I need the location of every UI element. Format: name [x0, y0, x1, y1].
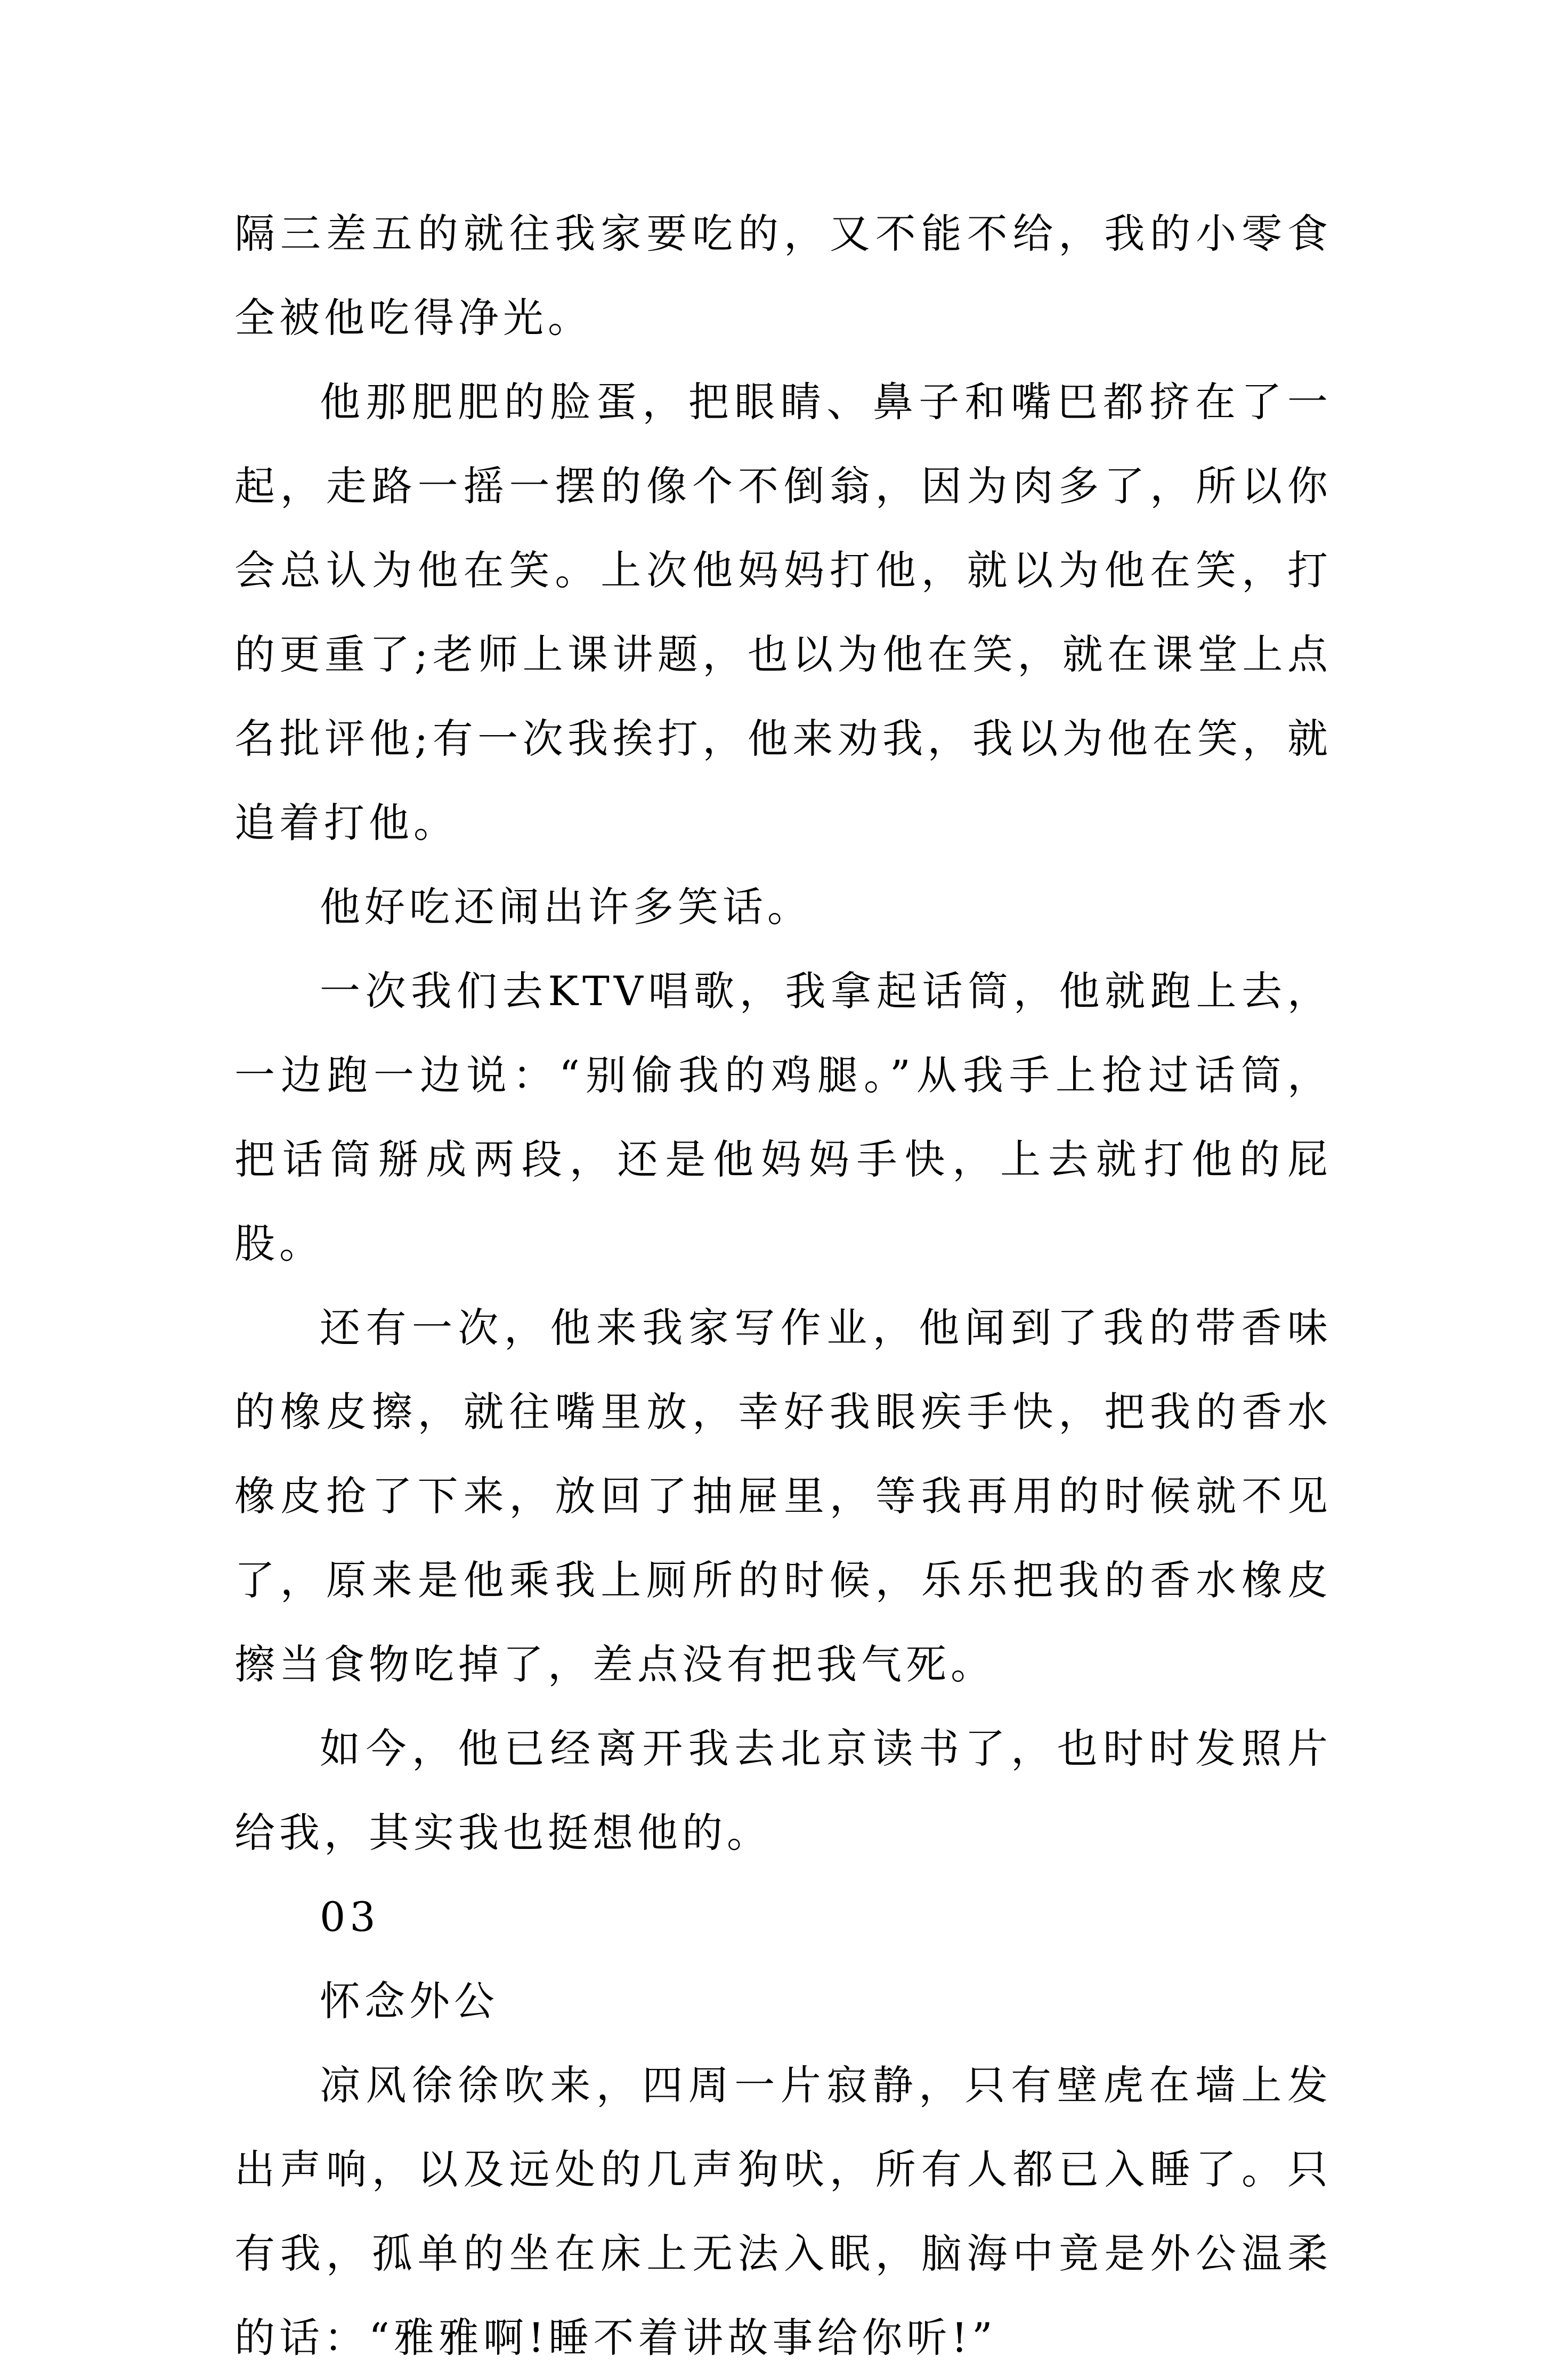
paragraph-grandpa: 凉风徐徐吹来，四周一片寂静，只有壁虎在墙上发出声响，以及远处的几声狗吠，所有人都已入睡了。只有我，孤单的坐在床上无法入眠，脑海中竟是外公温柔的话：“雅雅啊!睡不着讲故事给你听!” — [234, 2061, 1332, 2361]
section-number: 03 — [320, 1893, 380, 1941]
document-body — [234, 192, 1332, 2380]
paragraph-jokes-intro: 他好吃还闹出许多笑话。 — [320, 883, 812, 931]
paragraph-description: 他那肥肥的脸蛋，把眼睛、鼻子和嘴巴都挤在了一起，走路一摇一摆的像个不倒翁，因为肉多了，所以你会总认为他在笑。上次他妈妈打他，就以为他在笑，打的更重了;老师上课讲题，也以为他在笑，就在课堂上点名批评他;有一次我挨打，他来劝我，我以为他在笑，就追着打他。 — [234, 378, 1332, 846]
section-title: 怀念外公 — [320, 1977, 499, 2025]
paragraph-ktv: 一次我们去KTV唱歌，我拿起话筒，他就跑上去，一边跑一边说：“别偷我的鸡腿。”从我手上抢过话筒，把话筒掰成两段，还是他妈妈手快，上去就打他的屁股。 — [234, 967, 1332, 1267]
paragraph-eraser: 还有一次，他来我家写作业，他闻到了我的带香味的橡皮擦，就往嘴里放，幸好我眼疾手快，把我的香水橡皮抢了下来，放回了抽屉里，等我再用的时候就不见了，原来是他乘我上厕所的时候，乐乐把我的香水橡皮擦当食物吃掉了，差点没有把我气死。 — [234, 1304, 1332, 1688]
paragraph-beijing: 如今，他已经离开我去北京读书了，也时时发照片给我，其实我也挺想他的。 — [234, 1725, 1332, 1856]
paragraph-continued: 隔三差五的就往我家要吃的，又不能不给，我的小零食全被他吃得净光。 — [234, 210, 1332, 341]
